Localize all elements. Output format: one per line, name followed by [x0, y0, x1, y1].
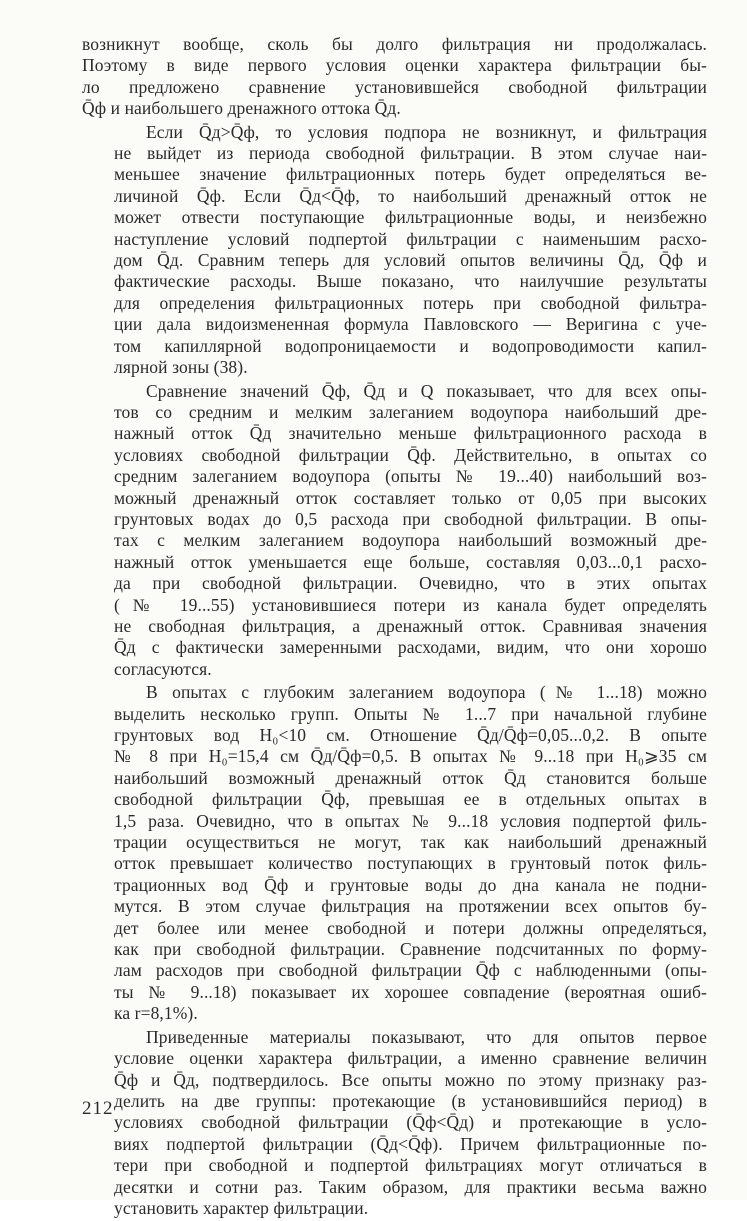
text-line: условиях свободной фильтрации (Q̄ф<Q̄д) и протекающие в усло-	[114, 1112, 707, 1133]
text-line: лярной зоны (38).	[114, 357, 248, 378]
text-line: можный дренажный отток составляет только от 0,05 при высоких	[114, 487, 707, 508]
text-line: условие оценки характера фильтрации, а именно сравнение величин	[114, 1048, 707, 1069]
text-line: Q̄д с фактически замеренными расходами, видим, что они хорошо	[114, 637, 707, 658]
page-number: 212	[82, 1098, 114, 1119]
text-line: дом Q̄д. Сравним теперь для условий опытов величины Q̄д, Q̄ф и	[114, 250, 707, 271]
text-line: выделить несколько групп. Опыты № 1...7 при начальной глубине	[114, 703, 707, 724]
body-text	[82, 34, 707, 1221]
paragraph-2	[82, 122, 707, 379]
text-line: условиях свободной фильтрации Q̄ф. Действительно, в опытах со	[114, 444, 707, 465]
text-line: Если Q̄д>Q̄ф, то условия подпора не возникнут, и фильтрация	[146, 121, 707, 142]
text-line: ло предложено сравнение установившейся свободной фильтрации	[82, 76, 707, 97]
text-line: Поэтому в виде первого условия оценки характера фильтрации бы-	[82, 55, 707, 76]
paragraph-5	[82, 1027, 707, 1220]
text-line: установить характер фильтрации.	[114, 1197, 369, 1218]
paragraph-3	[82, 381, 707, 681]
text-line: не свободная фильтрация, а дренажный отток. Сравнивая значения	[114, 615, 707, 636]
text-line: Приведенные материалы показывают, что для опытов первое	[146, 1026, 707, 1047]
text-line: 1,5 раза. Очевидно, что в опытах № 9...18 условия подпертой филь-	[114, 810, 707, 831]
text-line: да при свободной фильтрации. Очевидно, что в этих опытах	[114, 573, 707, 594]
paragraph-1	[82, 34, 707, 120]
text-line: трационных вод Q̄ф и грунтовые воды до дна канала не подни-	[114, 874, 707, 895]
text-line: для определения фильтрационных потерь при свободной фильтра-	[114, 292, 707, 313]
text-line: В опытах с глубоким залеганием водоупора (№ 1...18) можно	[146, 682, 707, 703]
text-line: отток превышает количество поступающих в грунтовый поток филь-	[114, 853, 707, 874]
text-line: фактические расходы. Выше показано, что наилучшие результаты	[114, 271, 707, 292]
text-line: грунтовых вод H₀<10 см. Отношение Q̄д/Q̄ф=0,05...0,2. В опыте	[114, 725, 707, 745]
text-line: Сравнение значений Q̄ф, Q̄д и Q показывает, что для всех опы-	[146, 380, 707, 401]
text-line: свободной фильтрации Q̄ф, превышая ее в отдельных опытах в	[114, 789, 707, 810]
text-line: ты № 9...18) показывает их хорошее совпадение (вероятная ошиб-	[114, 981, 707, 1002]
text-line: Q̄ф и наибольшего дренажного оттока Q̄д.	[82, 98, 401, 119]
text-line: нажный отток Q̄д значительно меньше фильтрационного расхода в	[114, 423, 707, 444]
text-line: десятки и сотни раз. Таким образом, для практики весьма важно	[114, 1176, 707, 1197]
text-line: № 8 при H₀=15,4 см Q̄д/Q̄ф=0,5. В опытах № 9...18 при H₀⩾35 см	[114, 746, 707, 767]
text-line: том капиллярной водопроницаемости и водопроводимости капил-	[114, 335, 707, 356]
text-line: тов со средним и мелким залеганием водоупора наибольший дре-	[114, 401, 707, 422]
text-line: делить на две группы: протекающие (в установившийся период) в	[114, 1090, 707, 1111]
text-line: Q̄ф и Q̄д, подтвердилось. Все опыты можно по этому признаку раз-	[114, 1069, 707, 1090]
text-line: лам расходов при свободной фильтрации Q̄ф с наблюденными (опы-	[114, 960, 707, 981]
text-line: мутся. В этом случае фильтрация на протяжении всех опытов бу-	[114, 896, 707, 917]
text-line: наступление условий подпертой фильтрации с наименьшим расхо-	[114, 228, 707, 249]
text-line: грунтовых водах до 0,5 расхода при свободной фильтрации. В опы-	[114, 508, 707, 529]
text-line: (№ 19...55) установившиеся потери из канала будет определять	[114, 594, 707, 615]
text-line: личиной Q̄ф. Если Q̄д<Q̄ф, то наибольший дренажный отток не	[114, 185, 707, 206]
text-line: может отвести поступающие фильтрационные воды, и неизбежно	[114, 207, 707, 228]
text-line: средним залеганием водоупора (опыты № 19...40) наибольший воз-	[114, 466, 707, 487]
text-line: наибольший возможный дренажный отток Q̄д становится больше	[114, 767, 707, 788]
text-line: нажный отток уменьшается еще больше, составляя 0,03...0,1 расхо-	[114, 551, 707, 572]
text-line: не выйдет из периода свободной фильтрации. В этом случае наи-	[114, 143, 707, 164]
text-line: тери при свободной и подпертой фильтрациях могут отличаться в	[114, 1155, 707, 1176]
text-line: трации осуществиться не могут, так как наибольший дренажный	[114, 832, 707, 853]
text-line: дет более или менее свободной и потери должны определяться,	[114, 917, 707, 938]
text-line: как при свободной фильтрации. Сравнение подсчитанных по форму-	[114, 939, 707, 960]
text-line: ка r=8,1%).	[114, 1003, 198, 1024]
paragraph-4	[82, 682, 707, 1025]
text-line: тах с мелким залеганием водоупора наибольший возможный дре-	[114, 530, 707, 551]
text-line: согласуются.	[114, 658, 212, 679]
text-line: возникнут вообще, сколь бы долго фильтрация ни продолжалась.	[82, 34, 707, 54]
text-line: виях подпертой фильтрации (Q̄д<Q̄ф). Причем фильтрационные по-	[114, 1133, 707, 1154]
text-line: ции дала видоизмененная формула Павловского — Веригина с уче-	[114, 314, 707, 335]
text-line: меньшее значение фильтрационных потерь будет определяться ве-	[114, 164, 707, 185]
